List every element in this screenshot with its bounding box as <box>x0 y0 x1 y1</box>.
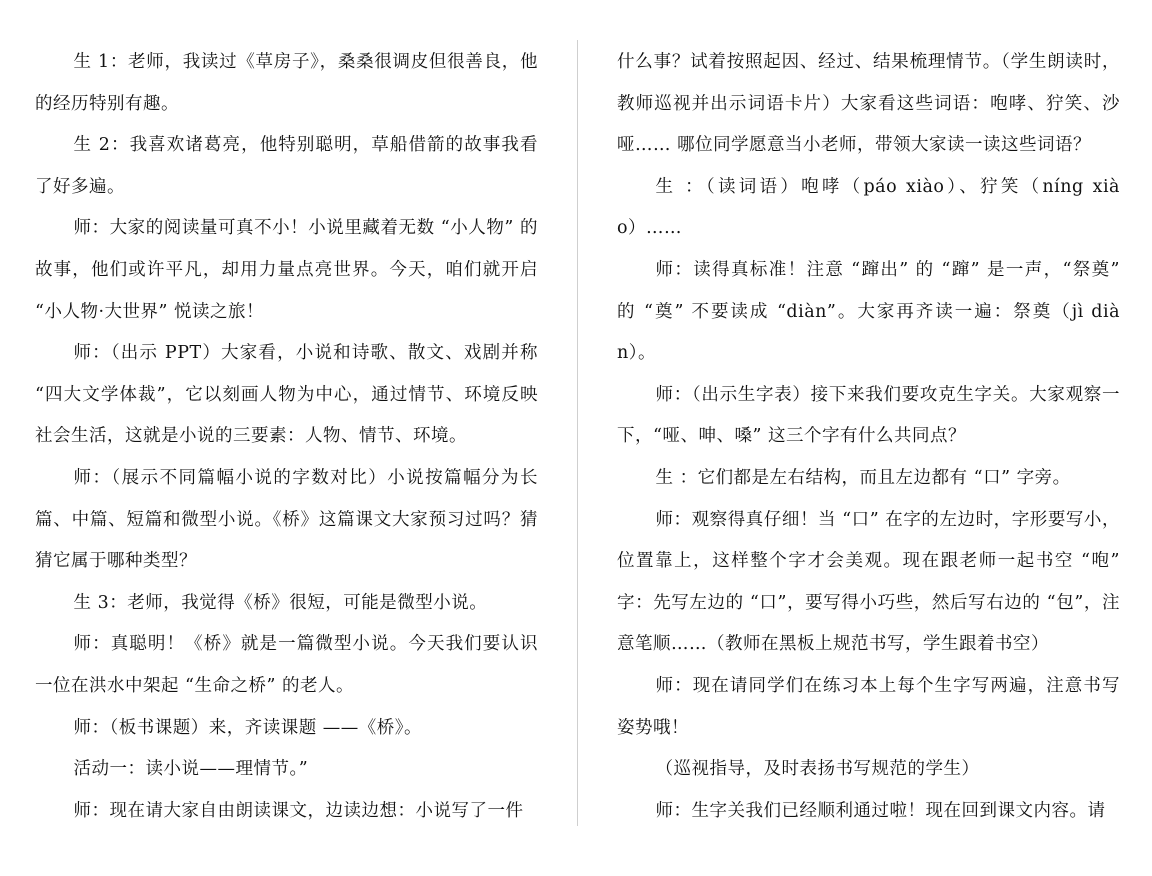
paragraph: 师：（展示不同篇幅小说的字数对比）小说按篇幅分为长篇、中篇、短篇和微型小说。《桥》这篇课文大家预习过吗？猜猜它属于哪种类型？ <box>35 467 538 572</box>
paragraph: 师：（出示 PPT）大家看，小说和诗歌、散文、戏剧并称 “四大文学体裁”，它以刻画人物为中心，通过情节、环境反映社会生活，这就是小说的三要素：人物、情节、环境。 <box>35 343 538 447</box>
paragraph: 生 3：老师，我觉得《桥》很短，可能是微型小说。 <box>73 592 488 613</box>
paragraph: 师：现在请同学们在练习本上每个生字写两遍，注意书写姿势哦！ <box>617 675 1120 738</box>
paragraph: 师：（板书课题）来，齐读课题 ——《桥》。 <box>73 717 423 738</box>
paragraph: （巡视指导，及时表扬书写规范的学生） <box>655 759 980 780</box>
paragraph: 师：大家的阅读量可真不小！小说里藏着无数 “小人物” 的故事，他们或许平凡，却用力量点亮世界。今天，咱们就开启 “小人物·大世界” 悦读之旅！ <box>35 218 538 322</box>
column-divider <box>577 40 578 826</box>
right-column <box>617 42 1120 832</box>
paragraph: 师：（出示生字表）接下来我们要攻克生字关。大家观察一下，“哑、呻、嗓” 这三个字有什么共同点？ <box>617 384 1120 447</box>
paragraph: 什么事？试着按照起因、经过、结果梳理情节。（学生朗读时，教师巡视并出示词语卡片）大家看这些词语：咆哮、狞笑、沙哑…… 哪位同学愿意当小老师，带领大家读一读这些词语？ <box>617 52 1120 156</box>
left-column <box>35 42 538 832</box>
paragraph: 师：现在请大家自由朗读课文，边读边想：小说写了一件 <box>73 800 524 821</box>
paragraph: 活动一：读小说——理情节。” <box>73 759 309 780</box>
paragraph: 师：真聪明！《桥》就是一篇微型小说。今天我们要认识一位在洪水中架起 “生命之桥” 的老人。 <box>35 634 538 696</box>
paragraph: 师：生字关我们已经顺利通过啦！现在回到课文内容。请 <box>655 800 1106 821</box>
paragraph: 生 1：老师，我读过《草房子》，桑桑很调皮但很善良，他的经历特别有趣。 <box>35 52 538 114</box>
paragraph: 生 ：（读词语）咆哮（páo xiào）、狞笑（níng xiào）…… <box>617 176 1120 239</box>
paragraph: 生 2：我喜欢诸葛亮，他特别聪明，草船借箭的故事我看了好多遍。 <box>35 135 538 197</box>
paragraph: 师：观察得真仔细！当 “口” 在字的左边时，字形要写小，位置靠上，这样整个字才会美观。现在跟老师一起书空 “咆” 字：先写左边的 “口”，要写得小巧些，然后写右边的 “包”，注意笔顺……（教师在黑板上规范书写，学生跟着书空） <box>617 509 1120 655</box>
paragraph: 师：读得真标准！注意 “蹿出” 的 “蹿” 是一声，“祭奠” 的 “奠” 不要读成 “diàn”。大家再齐读一遍：祭奠（jì diàn）。 <box>617 259 1120 364</box>
paragraph: 生 ：它们都是左右结构，而且左边都有 “口” 字旁。 <box>655 467 1071 488</box>
